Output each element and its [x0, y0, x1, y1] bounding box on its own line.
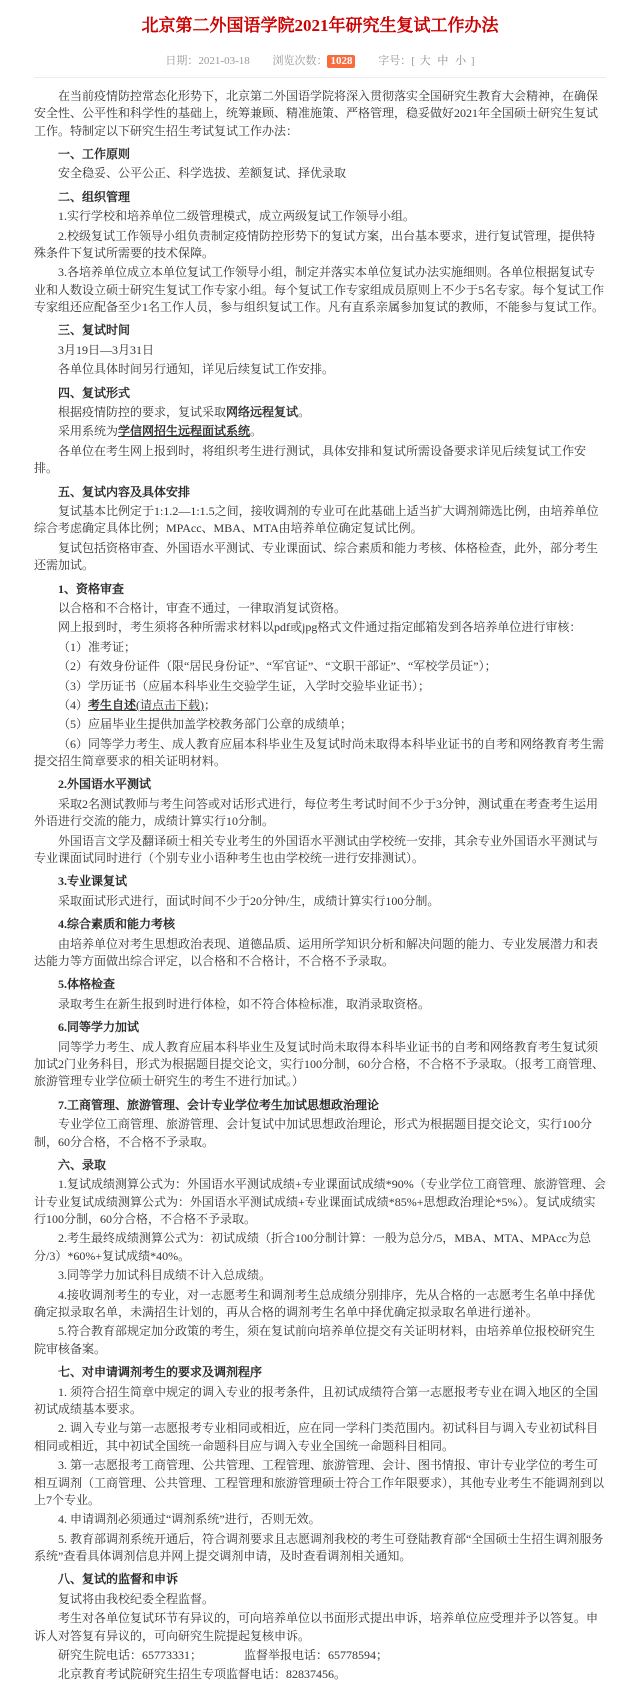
text-run: 一、工作原则 [58, 146, 131, 161]
text-run: 。 [250, 424, 263, 439]
paragraph [34, 936, 606, 971]
section-heading [34, 322, 606, 339]
paragraph [34, 796, 606, 831]
paragraph [34, 833, 606, 868]
text-run: 1.实行学校和培养单位二级管理模式，成立两级复试工作领导小组。 [58, 209, 416, 224]
paragraph [34, 88, 606, 140]
text-run: 采取2名测试教师与考生问答或对话形式进行，每位考生考试时间不少于3分钟，测试重在考查考生运用外语进行交流的能力，成绩计算实行10分制。 [34, 796, 599, 829]
text-run: 各单位具体时间另行通知，详见后续复试工作安排。 [58, 362, 335, 377]
text-run: 四、复试形式 [58, 385, 131, 400]
paragraph [34, 1039, 606, 1091]
text-run: （2）有效身份证件（限“居民身份证”、“军官证”、“文职干部证”、“军校学员证”）； [58, 659, 497, 674]
text-run: 采用系统为 [58, 424, 119, 439]
views-group [272, 55, 355, 67]
text-run: 二、组织管理 [58, 189, 131, 204]
text-run: （5）应届毕业生提供加盖学校教务部门公章的成绩单； [58, 717, 353, 732]
text-run: 由培养单位对考生思想政治表现、道德品质、运用所学知识分析和解决问题的能力、专业发展潜力和表达能力等方面做出综合评定，以合格和不合格计，不合格不予录取。 [34, 936, 599, 968]
text-run: 1、资格审查 [58, 581, 125, 596]
paragraph [34, 540, 606, 575]
section-heading [34, 1019, 606, 1036]
section-heading [34, 385, 606, 402]
text-run: ； [204, 697, 217, 712]
text-run: （4） [58, 697, 89, 712]
text-run: 4.接收调剂考生的专业，对一志愿考生和调剂考生总成绩分别排序，先从合格的一志愿考生名单中择优确定拟录取名单，未满招生计划的，再从合格的调剂考生名单中择优确定拟录取名单进行递补。 [34, 1287, 596, 1320]
paragraph [34, 361, 606, 378]
views-label: 浏览次数： [272, 54, 328, 67]
paragraph [34, 658, 606, 675]
text-run: 外国语言文学及翻译硕士相关专业考生的外国语水平测试由学校统一安排，其余专业外国语水平测试与专业课面试同时进行（个别专业小语种考生也由学校统一进行安排测试）。 [34, 833, 599, 866]
paragraph [34, 503, 606, 538]
text-run: 7.工商管理、旅游管理、会计专业学位考生加试思想政治理论 [58, 1097, 380, 1112]
paragraph [34, 1457, 606, 1509]
text-run: 3.各培养单位成立本单位复试工作领导小组，制定并落实本单位复试办法实施细则。各单位根据复试专业和人数设立硕士研究生复试工作专家小组。每个复试工作专家组成员原则上不少于5名专家。每个复试工作专家组还应配备至少1名工作人员，参与组织复试工作。凡有直系亲属参加复试的教师，不能参与复试工作。 [34, 265, 605, 315]
text-run: 录取考生在新生报到时进行体检，如不符合体检标准，取消录取资格。 [58, 996, 431, 1011]
date-group [165, 55, 249, 67]
fontsize-bracket-close: ] [470, 54, 475, 67]
text-run: 1.复试成绩测算公式为：外国语水平测试成绩+专业课面试成绩*90%（专业学位工商管理、旅游管理、会计专业复试成绩测算公式为：外国语水平测试成绩+专业课面试成绩*85%+思想政治理论*5%）。复试成绩实行100分制，60分合格，不合格不予录取。 [34, 1177, 606, 1227]
paragraph [34, 1384, 606, 1419]
text-run: 网络远程复试 [226, 405, 299, 420]
paragraph [34, 1230, 606, 1265]
paragraph [34, 165, 606, 182]
text-run: 五、复试内容及具体安排 [58, 484, 191, 499]
text-run: 专业学位工商管理、旅游管理、会计复试中加试思想政治理论，形式为根据题目提交论文，实行100分制，60分合格，不合格不予录取。 [34, 1117, 593, 1149]
text-run: （1）准考证； [58, 639, 137, 654]
text-run: 4. 申请调剂必须通过“调剂系统”进行，否则无效。 [58, 1512, 321, 1527]
date-label: 日期： [165, 54, 199, 67]
section-heading [34, 1157, 606, 1174]
paragraph [34, 1511, 606, 1528]
text-run: 3.专业课复试 [58, 874, 128, 889]
text-run: 八、复试的监督和申诉 [58, 1572, 179, 1587]
section-heading [34, 916, 606, 933]
paragraph [34, 996, 606, 1013]
paragraph [34, 264, 606, 316]
text-run: 同等学力考生、成人教育应届本科毕业生及复试时尚未取得本科毕业证书的自考和网络教育考生复试须加试2门业务科目，形式为根据题目提交论文，实行100分制，60分合格，不合格不予录取。（报考工商管理、旅游管理专业学位硕士研究生的考生不进行加试。） [34, 1039, 605, 1089]
inline-link[interactable]: (请点击下载) [136, 697, 205, 712]
fontsize-label: 字号：[ [378, 54, 415, 67]
paragraph [34, 1647, 606, 1664]
section-heading [34, 189, 606, 206]
text-run: 各单位在考生网上报到时，将组织考生进行测试，具体安排和复试所需设备要求详见后续复试工作安排。 [34, 443, 587, 476]
section-heading [34, 1364, 606, 1381]
text-run: 六、录取 [58, 1157, 107, 1172]
section-heading [34, 776, 606, 793]
meta-bar [34, 48, 606, 78]
text-run: 2.考生最终成绩测算公式为：初试成绩（折合100分制计算：一般为总分/5，MBA、MTA、MPAcc为总分/3）*60%+复试成绩*40%。 [34, 1231, 591, 1263]
section-heading [34, 873, 606, 890]
paragraph [34, 697, 606, 714]
paragraph [34, 228, 606, 263]
text-run: 3. 第一志愿报考工商管理、公共管理、工程管理、旅游管理、会计、图书情报、审计专业学位的考生可相互调剂（工商管理、公共管理、工程管理和旅游管理硕士符合工作年限要求），其他专业考生不能调剂到以上7个专业。 [34, 1458, 605, 1507]
paragraph [34, 678, 606, 695]
paragraph [34, 1591, 606, 1608]
text-run: （3）学历证书（应届本科毕业生交验学生证，入学时交验毕业证书）； [58, 678, 431, 693]
text-run: 网上报到时，考生须将各种所需求材料以pdf或jpg格式文件通过指定邮箱发到各培养单位进行审核： [58, 620, 582, 635]
text-run: 4.综合素质和能力考核 [58, 917, 176, 932]
text-run: 2. 调入专业与第一志愿报考专业相同或相近，应在同一学科门类范围内。初试科目与调入专业初试科目相同或相近，其中初试全国统一命题科目应与调入专业全国统一命题科目相同。 [34, 1421, 599, 1453]
section-heading [34, 1097, 606, 1114]
date-value: 2021-03-18 [198, 54, 250, 67]
text-run: 5.符合教育部规定加分政策的考生，须在复试前向培养单位提交有关证明材料，由培养单位报校研究生院审核备案。 [34, 1324, 596, 1356]
paragraph [34, 1176, 606, 1228]
text-run: 采取面试形式进行，面试时间不少于20分钟/生，成绩计算实行100分制。 [58, 893, 440, 908]
article-body [34, 88, 606, 1684]
fontsize-group [378, 55, 474, 67]
paragraph [34, 600, 606, 617]
paragraph [34, 1666, 606, 1683]
text-run: 在当前疫情防控常态化形势下，北京第二外国语学院将深入贯彻落实全国研究生教育大会精神，在确保安全性、公平性和科学性的基础上，统筹兼顾、精准施策、严格管理，稳妥做好2021年全国硕士研究生复试工作。特制定以下研究生招生考试复试工作办法： [34, 88, 599, 138]
text-run: 考生对各单位复试环节有异议的，可向培养单位以书面形式提出申诉，培养单位应受理并予以答复。申诉人对答复有异议的，可向研究生院提起复核申诉。 [34, 1611, 599, 1643]
text-run: 研究生院电话：65773331； 监督举报电话：65778594； [58, 1648, 389, 1663]
paragraph [34, 619, 606, 636]
text-run: 。 [298, 405, 311, 420]
fontsize-small-button[interactable]: 小 [455, 54, 467, 67]
paragraph [34, 423, 606, 440]
text-run: 2.校级复试工作领导小组负责制定疫情防控形势下的复试方案，出台基本要求，进行复试管理，提供特殊条件下复试所需要的技术保障。 [34, 228, 596, 260]
text-run: 根据疫情防控的要求，复试采取 [58, 405, 227, 420]
paragraph [34, 1116, 606, 1151]
text-run: 5. 教育部调剂系统开通后，符合调剂要求且志愿调剂我校的考生可登陆教育部“全国硕士生招生调剂服务系统”查看具体调剂信息并网上提交调剂申请，及时查看调剂相关通知。 [34, 1531, 604, 1564]
paragraph [34, 639, 606, 656]
inline-link[interactable]: 学信网招生远程面试系统 [118, 424, 251, 439]
text-run: （6）同等学力考生、成人教育应届本科毕业生及复试时尚未取得本科毕业证书的自考和网络教育考生需提交招生简章要求的相关证明材料。 [34, 736, 605, 769]
paragraph [34, 1287, 606, 1322]
text-run: 复试将由我校纪委全程监督。 [58, 1591, 215, 1606]
paragraph [34, 1267, 606, 1284]
section-heading [34, 146, 606, 163]
paragraph [34, 716, 606, 733]
fontsize-large-button[interactable]: 大 [419, 54, 431, 67]
text-run: 北京教育考试院研究生招生专项监督电话：82837456。 [58, 1667, 347, 1682]
text-run: 5.体格检查 [58, 977, 116, 992]
text-run: 七、对申请调剂考生的要求及调剂程序 [58, 1365, 263, 1380]
fontsize-medium-button[interactable]: 中 [437, 54, 449, 67]
paragraph [34, 1420, 606, 1455]
inline-link[interactable]: 考生自述 [88, 697, 137, 712]
section-heading [34, 1571, 606, 1588]
text-run: 安全稳妥、公平公正、科学选拔、差额复试、择优录取 [58, 166, 347, 181]
text-run: 复试基本比例定于1:1.2—1:1.5之间，接收调剂的专业可在此基础上适当扩大调剂筛选比例，由培养单位综合考虑确定具体比例；MPAcc、MBA、MTA由培养单位确定复试比例。 [34, 504, 599, 536]
paragraph [34, 736, 606, 771]
text-run: 2.外国语水平测试 [58, 777, 152, 792]
paragraph [34, 1610, 606, 1645]
views-count-badge: 1028 [327, 55, 355, 68]
text-run: 以合格和不合格计，审查不通过，一律取消复试资格。 [58, 600, 347, 615]
text-run: 三、复试时间 [58, 323, 131, 338]
section-heading [34, 581, 606, 598]
section-heading [34, 484, 606, 501]
paragraph [34, 208, 606, 225]
text-run: 复试包括资格审查、外国语水平测试、专业课面试、综合素质和能力考核、体格检查，此外，部分考生还需加试。 [34, 540, 599, 573]
paragraph [34, 404, 606, 421]
text-run: 6.同等学力加试 [58, 1020, 140, 1035]
text-run: 1. 须符合招生简章中规定的调入专业的报考条件，且初试成绩符合第一志愿报考专业在调入地区的全国初试成绩基本要求。 [34, 1384, 599, 1416]
section-heading [34, 976, 606, 993]
paragraph [34, 893, 606, 910]
paragraph [34, 342, 606, 359]
page-title: 北京第二外国语学院2021年研究生复试工作办法 [141, 16, 499, 35]
text-run: 3.同等学力加试科目成绩不计入总成绩。 [58, 1268, 272, 1283]
paragraph [34, 1323, 606, 1358]
paragraph [34, 1531, 606, 1566]
paragraph [34, 443, 606, 478]
text-run: 3月19日—3月31日 [58, 342, 155, 357]
